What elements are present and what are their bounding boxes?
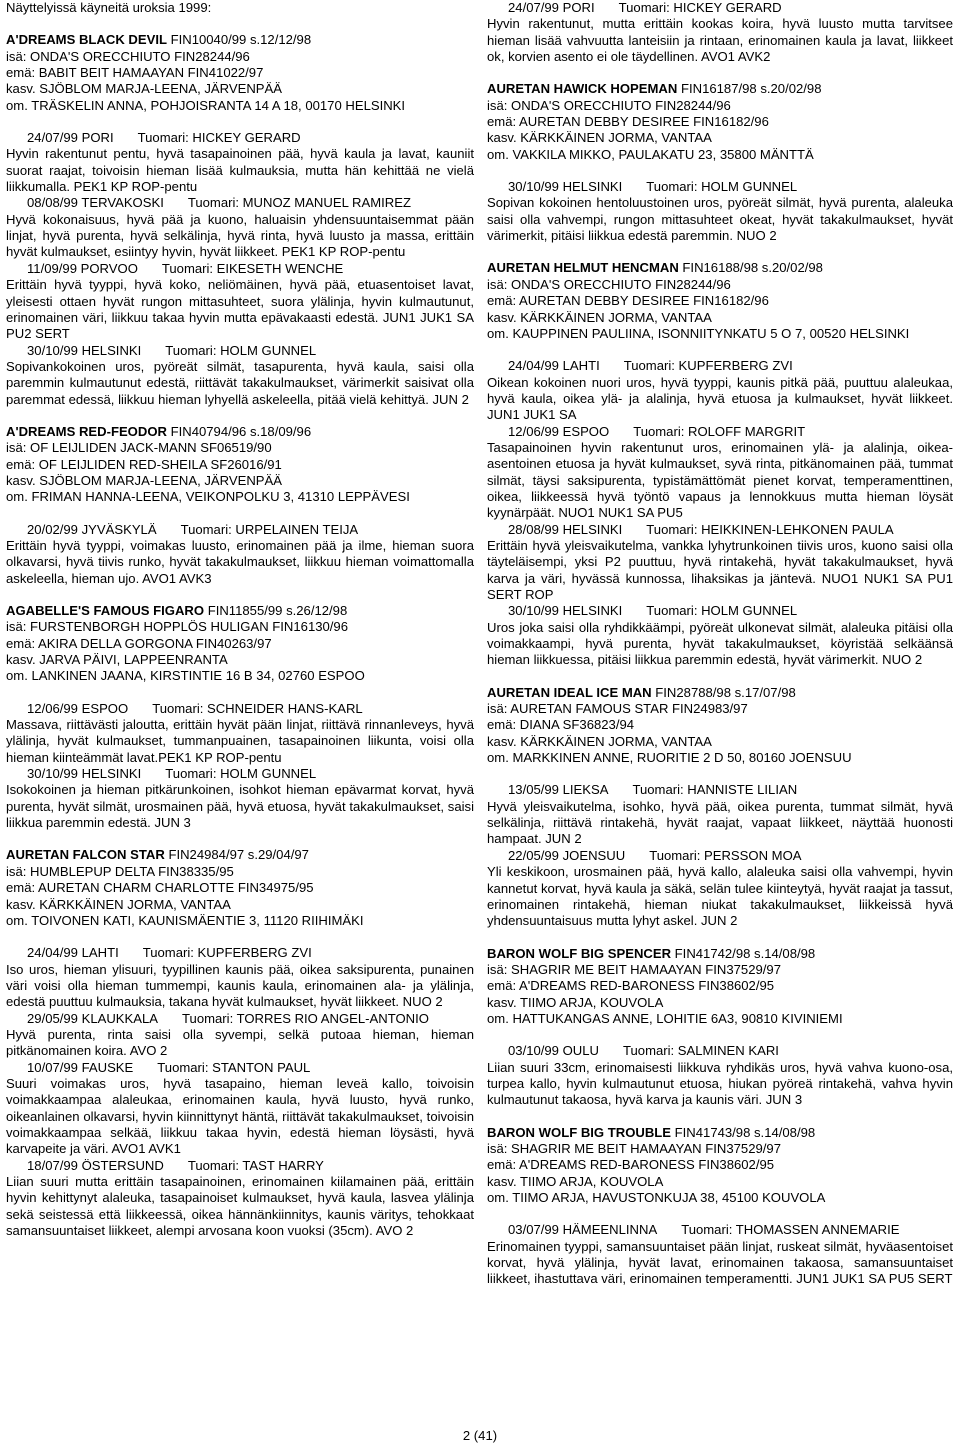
dog-registration: FIN10040/99 s.12/12/98	[166, 32, 312, 48]
spacer	[6, 587, 474, 603]
dog-detail-line: kasv. KÄRKKÄINEN JORMA, VANTAA	[6, 896, 231, 912]
show-result-header	[487, 782, 953, 798]
show-judge: Tuomari: KUPFERBERG ZVI	[142, 945, 312, 961]
show-date-place: 28/08/99 HELSINKI	[508, 521, 623, 537]
critique-text: Yli keskikoon, urosmainen pää, hyvä kallo, alaleuka saisi olla vahvempi, hyvin kannetut korvat, hyvä kaula ja säkä, selän tulee kiinteytyä, hyvät raajat ja tassut, erinomainen rintakehä, hieman niukat takakulmaukset, liikkeissä hyvä yhdensuuntaisuus mutta lyhyt askel. JUN 2	[487, 864, 953, 929]
show-judge: Tuomari: THOMASSEN ANNEMARIE	[681, 1222, 900, 1238]
show-result-header	[487, 179, 953, 195]
critique-text: Hyvä yleisvaikutelma, isohko, hyvä pää, oikea purenta, tummat silmät, hyvä selkälinja, riittävä rintakehä, hyvät raajat, vapaat liikkeet, näyttää huonosti hampaat. JUN 2	[487, 798, 953, 847]
dog-detail-line: kasv. TIIMO ARJA, KOUVOLA	[487, 1173, 664, 1189]
critique-text: Erittäin hyvä tyyppi, hyvä koko, neliömäinen, hyvä pää, etuasentoiset lavat, yleisesti ottaen hyvät rungon mittasuhteet, suora ylälinja, hyvin kulmautunut, erinomainen väri, liikkuu takaa hyvin mutta epävakaasti edestä. JUN1 JUK1 SA PU2 SERT	[6, 277, 474, 342]
show-date-place: 03/10/99 OULU	[508, 1043, 599, 1059]
show-judge: Tuomari: HANNISTE LILIAN	[632, 782, 798, 798]
dog-detail-line: kasv. SJÖBLOM MARJA-LEENA, JÄRVENPÄÄ	[6, 81, 283, 97]
dog-detail-line: kasv. KÄRKKÄINEN JORMA, VANTAA	[487, 733, 712, 749]
show-result-header	[487, 522, 953, 538]
critique-text: Erittäin hyvä yleisvaikutelma, vankka lyhytrunkoinen tiivis uros, kuono saisi olla täyteläisempi, yksi P2 puuttuu, hyvä rintakehä, hyvät takakulmaukset, hyvä karva ja väri, hyvässä kunnossa, lihaksikas ja jäntevä. NUO1 NUK1 SA PU1 SERT ROP	[487, 537, 953, 602]
show-result-header	[6, 130, 474, 146]
critique-text: Sopivan kokoinen hentoluustoinen uros, pyöreät silmät, hyvä purenta, alaleuka saisi olla vahvempi, rungon mittasuhteet okeat, hyvät takakulmaukset, hyvät värimerkit, pitäisi liikkua edestä paremmin. NUO 2	[487, 195, 953, 244]
show-judge: Tuomari: HOLM GUNNEL	[165, 766, 317, 782]
dog-entry-title	[6, 603, 474, 619]
dog-detail-line: emä: A'DREAMS RED-BARONESS FIN38602/95	[487, 978, 775, 994]
critique-text: Hyvin rakentunut, mutta erittäin kookas koira, hyvä luusto mutta tarvitsee hieman lisää vahvuutta lanteisiin ja rintaan, erinomainen kaula ja lavat, liikkeet ok, korvien asento ei ole täydellinen. AVO1 AVK2	[487, 16, 953, 65]
critique-text: Hyvä purenta, rinta saisi olla syvempi, selkä putoaa hieman, hieman pitkänomainen koira. AVO 2	[6, 1026, 474, 1059]
show-result-header	[6, 945, 474, 961]
show-judge: Tuomari: URPELAINEN TEIJA	[180, 521, 359, 537]
dog-detail-line: emä: AURETAN DEBBY DESIREE FIN16182/96	[487, 293, 769, 309]
dog-name: BARON WOLF BIG TROUBLE	[487, 1124, 672, 1140]
dog-detail-line: emä: AKIRA DELLA GORGONA FIN40263/97	[6, 635, 272, 651]
dog-detail-line: emä: AURETAN CHARM CHARLOTTE FIN34975/95	[6, 880, 314, 896]
critique-text: Tasapainoinen hyvin rakentunut uros, erinomainen ylä- ja alalinja, oikea-asentoinen etuosa ja hyvät kulmaukset, syvä rinta, pitkänomainen pää, tummat silmät, täysi saksipurenta, typistämättömät pienet korvat, temperamenttinen, oikea, liikkeessä hyvä työntö vapaus ja lennokkuus mutta hieman löysät kyynärpäät. NUO1 NUK1 SA PU5	[487, 439, 953, 521]
critique-text: Erinomainen tyyppi, samansuuntaiset pään linjat, ruskeat silmät, hyväasentoiset korvat, hyvä ylälinja, hyvät lavat, erinomainen takaosa, samansuuntaiset liikkeet, ihastuttava väri, erinomainen temperamentti. JUN1 JUK1 SA PU5 SERT	[487, 1238, 953, 1287]
dog-detail-line: isä: SHAGRIR ME BEIT HAMAAYAN FIN37529/97	[487, 1140, 781, 1156]
show-judge: Tuomari: HOLM GUNNEL	[165, 342, 317, 358]
spacer	[487, 669, 953, 685]
spacer	[487, 244, 953, 260]
spacer	[487, 65, 953, 81]
show-judge: Tuomari: TAST HARRY	[187, 1157, 324, 1173]
dog-detail-line: emä: OF LEIJLIDEN RED-SHEILA SF26016/91	[6, 456, 282, 472]
show-result-header	[487, 1043, 953, 1059]
dog-detail-line: kasv. SJÖBLOM MARJA-LEENA, JÄRVENPÄÄ	[6, 472, 283, 488]
spacer	[487, 930, 953, 946]
show-result-header	[6, 1060, 474, 1076]
spacer	[487, 163, 953, 179]
dog-entry-title	[487, 946, 953, 962]
spacer	[6, 408, 474, 424]
critique-text: Iso uros, hieman ylisuuri, tyypillinen kaunis pää, oikea saksipurenta, punainen väri voisi olla hieman tummempi, kaunis kaula, erinomainen ala- ja ylälinja, edestä puuttuu kulmauksia, takana hyvät kulmaukset, hyvät liikkeet. NUO 2	[6, 961, 474, 1010]
spacer	[6, 685, 474, 701]
right-column	[487, 0, 953, 1288]
left-column	[6, 0, 474, 1239]
show-judge: Tuomari: EIKESETH WENCHE	[161, 260, 344, 276]
show-date-place: 30/10/99 HELSINKI	[27, 342, 142, 358]
show-result-header	[6, 766, 474, 782]
dog-detail-line: emä: BABIT BEIT HAMAAYAN FIN41022/97	[6, 65, 264, 81]
show-judge: Tuomari: SALMINEN KARI	[623, 1043, 779, 1059]
show-date-place: 12/06/99 ESPOO	[27, 700, 129, 716]
show-result-header	[487, 358, 953, 374]
show-result-header	[487, 424, 953, 440]
dog-detail-line: om. TIIMO ARJA, HAVUSTONKUJA 38, 45100 KOUVOLA	[487, 1190, 826, 1205]
show-date-place: 24/04/99 LAHTI	[27, 945, 119, 961]
dog-entry-title	[487, 1125, 953, 1141]
show-date-place: 10/07/99 FAUSKE	[27, 1059, 134, 1075]
show-date-place: 30/10/99 HELSINKI	[27, 766, 142, 782]
show-date-place: 30/10/99 HELSINKI	[508, 179, 623, 195]
show-result-header	[6, 343, 474, 359]
show-judge: Tuomari: KUPFERBERG ZVI	[623, 358, 793, 374]
spacer	[487, 342, 953, 358]
dog-name: A'DREAMS BLACK DEVIL	[6, 32, 167, 48]
dog-name: AURETAN IDEAL ICE MAN	[487, 684, 652, 700]
spacer	[487, 1027, 953, 1043]
critique-text: Suuri voimakas uros, hyvä tasapaino, hieman leveä kallo, toivoisin voimakkaampaa alaleukaa, erinomainen kaula, hyvä luusto, hyvä runko, oikeanlainen olkavarsi, hyvin kiinnittynyt häntä, riittävät takakulmaukset, toivoisin voimakkaampaa selkää, liikkuu takaa hyvin, edestä hieman löysästi, hyvä karvapeite ja väri. AVO1 AVK1	[6, 1075, 474, 1157]
show-result-header	[6, 195, 474, 211]
show-date-place: 11/09/99 PORVOO	[27, 260, 138, 276]
critique-text: Uros joka saisi olla ryhdikkäämpi, pyöreät ulkonevat silmät, alaleuka pitäisi olla voimakkaampi, hyvä purenta, hyvät takakulmaukset, köyristää selkäänsä hieman liikkuessa, pitäisi liikkua paremmin edestä, hyvät värimerkit. NUO 2	[487, 619, 953, 668]
show-result-header	[6, 522, 474, 538]
dog-detail-line: kasv. KÄRKKÄINEN JORMA, VANTAA	[487, 130, 712, 146]
dog-entry-title	[487, 685, 953, 701]
dog-name: A'DREAMS RED-FEODOR	[6, 423, 167, 439]
show-date-place: 13/05/99 LIEKSA	[508, 782, 609, 798]
dog-registration: FIN16188/98 s.20/02/98	[678, 260, 823, 276]
show-date-place: 24/04/99 LAHTI	[508, 358, 600, 374]
dog-entry-title	[6, 32, 474, 48]
show-judge: Tuomari: STANTON PAUL	[157, 1059, 311, 1075]
show-judge: Tuomari: HEIKKINEN-LEHKONEN PAULA	[646, 521, 894, 537]
dog-detail-line: isä: ONDA'S ORECCHIUTO FIN28244/96	[487, 276, 731, 292]
dog-registration: FIN16187/98 s.20/02/98	[677, 81, 822, 97]
show-judge: Tuomari: PERSSON MOA	[649, 847, 802, 863]
spacer	[6, 929, 474, 945]
dog-detail-line: om. LANKINEN JAANA, KIRSTINTIE 16 B 34, 02760 ESPOO	[6, 668, 365, 684]
show-judge: Tuomari: TORRES RIO ANGEL-ANTONIO	[182, 1010, 429, 1026]
critique-text: Erittäin hyvä tyyppi, voimakas luusto, erinomainen pää ja ilme, hieman suora olkavarsi, hyvä tiivis runko, hyvät takakulmaukset, liikkuu hieman voimattomalla askeleella, hieman ujo. AVO1 AVK3	[6, 537, 474, 586]
page-number: 2 (41)	[462, 1428, 498, 1443]
show-result-header	[487, 603, 953, 619]
dog-detail-line: emä: DIANA SF36823/94	[487, 717, 635, 733]
show-date-place: 08/08/99 TERVAKOSKI	[27, 195, 164, 211]
critique-text: Oikean kokoinen nuori uros, hyvä tyyppi, kaunis pitkä pää, puuttuu alaleukaa, hyvä kaula, oikea ylä- ja alalinja, hyvä etuosa ja kulmaukset, hyvät liikkeet. JUN1 JUK1 SA	[487, 374, 953, 423]
show-date-place: 29/05/99 KLAUKKALA	[27, 1010, 159, 1026]
dog-registration: FIN41742/98 s.14/08/98	[671, 945, 816, 961]
dog-detail-line: emä: AURETAN DEBBY DESIREE FIN16182/96	[487, 114, 769, 130]
critique-text: Sopivankokoinen uros, pyöreät silmät, tasapurenta, hyvä kaula, saisi olla paremmin kulmautunut edestä, riittävät takakulmaukset, värimerkit saisivat olla paremmat edessä, liikkuu hieman lyhyellä askeleella, pitää vielä kehittyä. JUN 2	[6, 358, 474, 407]
dog-detail-line: om. TRÄSKELIN ANNA, POHJOISRANTA 14 A 18, 00170 HELSINKI	[6, 97, 406, 113]
show-result-header	[487, 848, 953, 864]
dog-detail-line: isä: ONDA'S ORECCHIUTO FIN28244/96	[487, 97, 731, 113]
dog-detail-line: isä: OF LEIJLIDEN JACK-MANN SF06519/90	[6, 440, 272, 456]
dog-registration: FIN11855/99 s.26/12/98	[204, 603, 348, 618]
critique-text: Hyvä kokonaisuus, hyvä pää ja kuono, haluaisin yhdensuuntaisemmat pään linjat, hyvä purenta, hyvä selkälinja, hyvä rinta, hyvä luusto ja massa, erittäin hyvät kulmaukset, esiintyy hyvin, hyvät liikkeet. PEK1 KP ROP-pentu	[6, 211, 474, 260]
dog-detail-line: om. MARKKINEN ANNE, RUORITIE 2 D 50, 80160 JOENSUU	[487, 750, 852, 766]
dog-detail-line: isä: FURSTENBORGH HOPPLÖS HULIGAN FIN16130/96	[6, 619, 348, 635]
spacer	[6, 114, 474, 130]
dog-registration: FIN40794/96 s.18/09/96	[166, 423, 312, 439]
spacer	[487, 1109, 953, 1125]
spacer	[487, 766, 953, 782]
show-result-header	[6, 1011, 474, 1027]
show-date-place: 30/10/99 HELSINKI	[508, 603, 623, 619]
dog-registration: FIN24984/97 s.29/04/97	[164, 847, 309, 863]
dog-detail-line: kasv. JARVA PÄIVI, LAPPEENRANTA	[6, 652, 228, 668]
show-date-place: 24/07/99 PORI	[27, 130, 114, 146]
dog-entry-title	[487, 81, 953, 97]
dog-detail-line: om. TOIVONEN KATI, KAUNISMÄENTIE 3, 11120 RIIHIMÄKI	[6, 912, 364, 928]
show-date-place: 24/07/99 PORI	[508, 0, 595, 15]
dog-registration: FIN28788/98 s.17/07/98	[651, 684, 796, 700]
dog-name: AURETAN FALCON STAR	[6, 847, 165, 863]
dog-entry-title	[6, 424, 474, 440]
dog-detail-line: isä: ONDA'S ORECCHIUTO FIN28244/96	[6, 48, 250, 64]
dog-detail-line: kasv. KÄRKKÄINEN JORMA, VANTAA	[487, 309, 712, 325]
show-date-place: 22/05/99 JOENSUU	[508, 847, 626, 863]
dog-detail-line: om. KAUPPINEN PAULIINA, ISONNIITYNKATU 5 O 7, 00520 HELSINKI	[487, 325, 910, 341]
dog-detail-line: om. FRIMAN HANNA-LEENA, VEIKONPOLKU 3, 41310 LEPPÄVESI	[6, 489, 410, 505]
show-date-place: 12/06/99 ESPOO	[508, 423, 610, 439]
dog-name: BARON WOLF BIG SPENCER	[487, 945, 672, 961]
critique-text: Hyvin rakentunut pentu, hyvä tasapainoinen pää, hyvä kaula ja lavat, kauniit suorat raajat, toivoisin hieman lisää kulmauksia, mutta hän kehittää ne vielä liikkumalla. PEK1 KP ROP-pentu	[6, 146, 474, 195]
dog-detail-line: emä: A'DREAMS RED-BARONESS FIN38602/95	[487, 1157, 775, 1173]
show-judge: Tuomari: HICKEY GERARD	[137, 130, 301, 146]
spacer	[6, 506, 474, 522]
dog-detail-line: isä: AURETAN FAMOUS STAR FIN24983/97	[487, 701, 748, 717]
show-judge: Tuomari: HOLM GUNNEL	[646, 603, 798, 619]
show-judge: Tuomari: HICKEY GERARD	[618, 0, 782, 15]
dog-name: AURETAN HAWICK HOPEMAN	[487, 81, 678, 97]
dog-detail-line: om. HATTUKANGAS ANNE, LOHITIE 6A3, 90810 KIVINIEMI	[487, 1010, 843, 1026]
critique-text: Liian suuri mutta erittäin tasapainoinen, erinomainen kiilamainen pää, erittäin hyvin kehittynyt alaleuka, tasapainoiset kulmaukset, hyvä kaula, lasvea ylälinja sekä seistessä että liikkeessä, oikea hännänkiinnitys, kaunis väritys, tehokkaat samansuuntaiset liikkeet, alempi arvosana koon vuoksi (35cm). AVO 2	[6, 1174, 474, 1239]
dog-detail-line: om. VAKKILA MIKKO, PAULAKATU 23, 35800 MÄNTTÄ	[487, 146, 814, 162]
show-judge: Tuomari: HOLM GUNNEL	[646, 179, 798, 195]
show-date-place: 20/02/99 JYVÄSKYLÄ	[27, 521, 157, 537]
dog-name: AURETAN HELMUT HENCMAN	[487, 260, 679, 276]
critique-text: Isokokoinen ja hieman pitkärunkoinen, isohkot hieman epävarmat korvat, hyvä purenta, hyvät silmät, urosmainen pää, hyvä etuosa, hyvät takakulmaukset, saisi liikkua paremmin edestä. JUN 3	[6, 782, 474, 831]
spacer	[487, 1206, 953, 1222]
page-heading: Näyttelyissä käyneitä uroksia 1999:	[6, 0, 212, 15]
show-result-header	[487, 1222, 953, 1238]
dog-detail-line: isä: SHAGRIR ME BEIT HAMAAYAN FIN37529/97	[487, 961, 781, 977]
show-judge: Tuomari: MUNOZ MANUEL RAMIREZ	[187, 195, 411, 211]
show-date-place: 03/07/99 HÄMEENLINNA	[508, 1222, 658, 1238]
dog-name: AGABELLE'S FAMOUS FIGARO	[6, 603, 205, 618]
show-result-header	[6, 701, 474, 717]
dog-entry-title	[487, 260, 953, 276]
critique-text: Liian suuri 33cm, erinomaisesti liikkuva ryhdikäs uros, hyvä vahva kuono-osa, turpea kallo, hyvin kulmautunut etuosa, hiukan pyöreä rintakehä, vahva hyvin kulmautunut takaosa, hyvä karva ja kaunis väri. JUN 3	[487, 1059, 953, 1108]
show-result-header	[6, 261, 474, 277]
spacer	[6, 16, 474, 32]
dog-entry-title	[6, 847, 474, 863]
show-judge: Tuomari: SCHNEIDER HANS-KARL	[152, 700, 363, 716]
show-result-header	[487, 0, 953, 16]
show-date-place: 18/07/99 ÖSTERSUND	[27, 1157, 164, 1173]
dog-detail-line: kasv. TIIMO ARJA, KOUVOLA	[487, 994, 664, 1010]
spacer	[6, 831, 474, 847]
critique-text: Massava, riittävästi jaloutta, erittäin hyvät pään linjat, riittävä rinnanleveys, hyvä ylälinja, hyvät kulmaukset, tummanpuainen, tasapainoinen liikunta, voisi olla hieman kiinteämmät lavat.PEK1 KP ROP-pentu	[6, 717, 474, 765]
show-result-header	[6, 1158, 474, 1174]
show-judge: Tuomari: ROLOFF MARGRIT	[633, 423, 806, 439]
dog-detail-line: isä: HUMBLEPUP DELTA FIN38335/95	[6, 863, 234, 879]
dog-registration: FIN41743/98 s.14/08/98	[671, 1124, 816, 1140]
